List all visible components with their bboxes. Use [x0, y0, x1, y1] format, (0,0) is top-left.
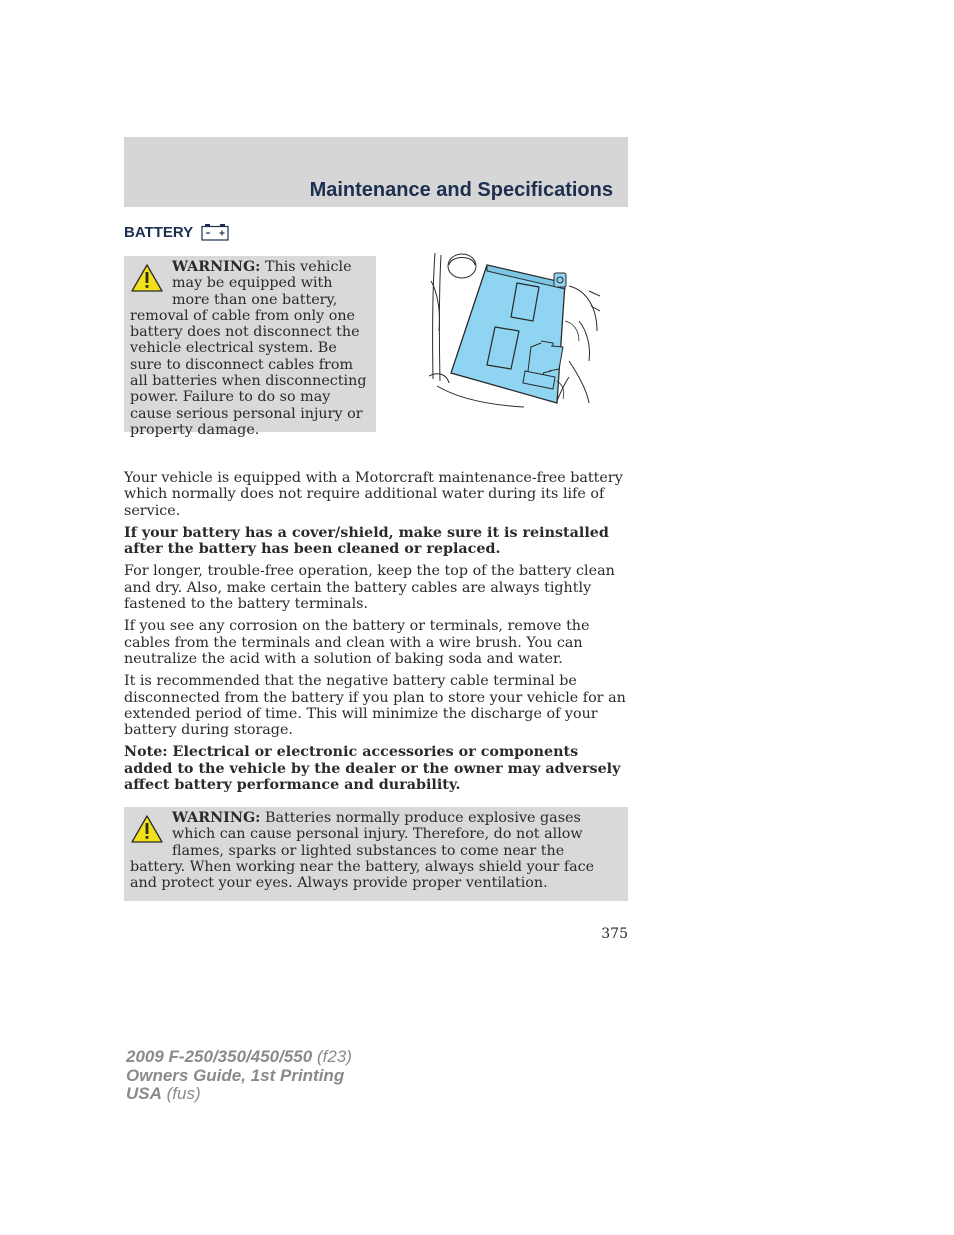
footer-market-code: (fus) [166, 1084, 201, 1103]
warning-label: WARNING: [172, 259, 261, 275]
warning-triangle-icon [130, 814, 164, 844]
warning-box-multiple-batteries [124, 256, 376, 438]
warning-text: This vehicle may be equipped with more than one battery, removal of cable from only one battery does not disconnect the vehicle electrical system. Be sure to disconnect cables from all batteries when disconnecting power. Failure to do so may cause serious personal injury or property damage. [130, 259, 367, 438]
battery-illustration [429, 251, 600, 409]
paragraph-cover-shield: If your battery has a cover/shield, make sure it is reinstalled after the battery has been cleaned or replaced. [124, 524, 609, 558]
footer-publication-info [126, 1048, 352, 1104]
warning-box-explosive-gases [124, 807, 628, 901]
paragraph-accessories-note: Note: Electrical or electronic accessories or components added to the vehicle by the dealer or the owner may adversely affect battery performance and durability. [124, 744, 621, 794]
footer-printing: Owners Guide, 1st Printing [126, 1065, 345, 1085]
page-number: 375 [601, 926, 628, 942]
paragraph-corrosion: If you see any corrosion on the battery or terminals, remove the cables from the terminals and clean with a wire brush. You can neutralize the acid with a solution of baking soda and water. [124, 618, 590, 667]
footer-market: USA [126, 1084, 162, 1103]
header-band [124, 137, 628, 207]
footer-line-model [126, 1048, 352, 1067]
footer-model: 2009 F-250/350/450/550 [126, 1047, 313, 1066]
paragraph-maintenance-free: Your vehicle is equipped with a Motorcraft maintenance-free battery which normally does not require additional water during its life of service. [124, 470, 623, 519]
page-section-title: Maintenance and Specifications [309, 179, 613, 201]
warning-triangle-icon [130, 263, 164, 293]
paragraph-storage: It is recommended that the negative battery cable terminal be disconnected from the battery if you plan to store your vehicle for an extended period of time. This will minimize the discharge of your battery during storage. [124, 673, 626, 739]
footer-line-market [126, 1085, 352, 1104]
paragraph-clean-dry: For longer, trouble-free operation, keep the top of the battery clean and dry. Also, make certain the battery cables are always tightly fastened to the battery terminals. [124, 563, 615, 613]
battery-heading [124, 222, 229, 242]
footer-line-printing [126, 1067, 352, 1086]
battery-heading-text: BATTERY [124, 223, 194, 241]
warning-label: WARNING: [172, 810, 261, 826]
warning-text: Batteries normally produce explosive gases which can cause personal injury. Therefore, do not allow flames, sparks or lighted substances to come near the battery. When working near the battery, always shield your face and protect your eyes. Always provide proper ventilation. [130, 810, 595, 892]
battery-icon [201, 223, 229, 241]
footer-model-code: (f23) [316, 1047, 352, 1066]
battery-body-text [124, 470, 628, 799]
